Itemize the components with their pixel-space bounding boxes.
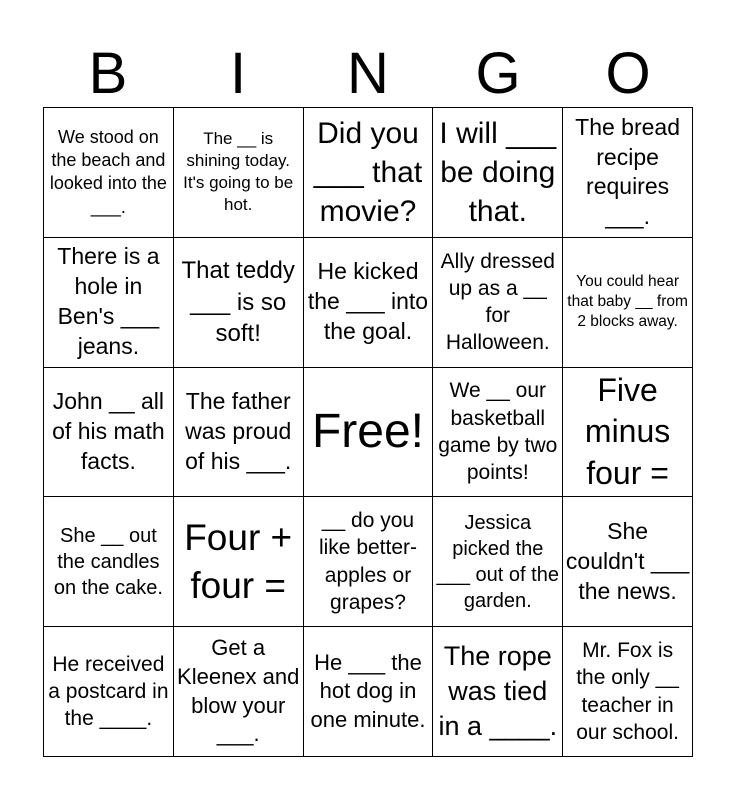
bingo-cell[interactable] <box>44 368 174 498</box>
bingo-cell-text: She couldn't ___ the news. <box>565 517 690 604</box>
bingo-cell-text: The rope was tied in a ____. <box>438 640 558 742</box>
bingo-cell-text: He kicked the ___ into the goal. <box>307 258 429 345</box>
bingo-card-grid <box>43 107 693 757</box>
bingo-cell-text: I will ___ be doing that. <box>439 116 557 228</box>
bingo-cell-text: She __ out the candles on the cake. <box>53 524 163 599</box>
bingo-cell-text: He ___ the hot dog in one minute. <box>310 649 426 732</box>
bingo-cell-text: Get a Kleenex and blow your ___. <box>177 635 300 747</box>
bingo-cell-text: John __ all of his math facts. <box>52 388 165 474</box>
bingo-cell-text: The father was proud of his ___. <box>185 388 292 474</box>
bingo-cell[interactable] <box>563 108 693 238</box>
bingo-cell[interactable] <box>563 238 693 368</box>
header-letter-i: I <box>229 41 247 106</box>
bingo-cell[interactable] <box>44 497 174 627</box>
bingo-cell[interactable] <box>433 238 563 368</box>
bingo-cell[interactable] <box>433 627 563 757</box>
bingo-cell-text: Five minus four = <box>584 371 671 491</box>
bingo-cell[interactable] <box>174 108 304 238</box>
bingo-cell[interactable] <box>563 497 693 627</box>
bingo-cell-text: There is a hole in Ben's ___ jeans. <box>57 243 160 360</box>
bingo-cell-text: Mr. Fox is the only __ teacher in our school. <box>576 639 679 744</box>
bingo-cell[interactable] <box>174 368 304 498</box>
bingo-cell[interactable] <box>304 368 434 498</box>
bingo-cell-text: The __ is shining today. It's going to be hot. <box>183 129 294 215</box>
bingo-cell[interactable] <box>304 238 434 368</box>
header-letter-n: N <box>347 41 389 106</box>
bingo-cell[interactable] <box>44 108 174 238</box>
bingo-cell[interactable] <box>174 238 304 368</box>
bingo-cell-text: You could hear that baby __ from 2 blocks away. <box>567 272 688 331</box>
bingo-cell-text: Ally dressed up as a __ for Halloween. <box>440 249 555 355</box>
header-letter-o: O <box>605 41 651 106</box>
bingo-cell[interactable] <box>433 108 563 238</box>
bingo-cell[interactable] <box>563 368 693 498</box>
bingo-cell[interactable] <box>433 497 563 627</box>
bingo-cell-text: Free! <box>311 404 424 458</box>
bingo-cell[interactable] <box>44 238 174 368</box>
header-letter-g: G <box>475 41 521 106</box>
bingo-cell-text: We stood on the beach and looked into the ___. <box>49 126 167 217</box>
bingo-cell[interactable] <box>304 627 434 757</box>
bingo-cell-text: He received a postcard in the ____. <box>48 652 169 731</box>
bingo-header <box>43 40 693 108</box>
bingo-cell[interactable] <box>304 108 434 238</box>
bingo-cell-text: We __ our basketball game by two points! <box>438 379 558 485</box>
bingo-cell[interactable] <box>174 497 304 627</box>
bingo-cell-text: Jessica picked the ___ out of the garden. <box>436 511 559 612</box>
bingo-cell[interactable] <box>44 627 174 757</box>
bingo-cell-text: That teddy ___ is so soft! <box>181 257 295 347</box>
bingo-cell-text: __ do you like better- apples or grapes? <box>318 509 418 615</box>
bingo-cell-text: The bread recipe requires ___. <box>575 113 681 230</box>
header-letter-b: B <box>88 41 128 106</box>
bingo-cell[interactable] <box>304 497 434 627</box>
bingo-cell-text: Four + four = <box>184 516 293 606</box>
bingo-cell[interactable] <box>563 627 693 757</box>
bingo-cell-text: Did you ___ that movie? <box>313 116 423 228</box>
bingo-cell[interactable] <box>433 368 563 498</box>
bingo-cell[interactable] <box>174 627 304 757</box>
